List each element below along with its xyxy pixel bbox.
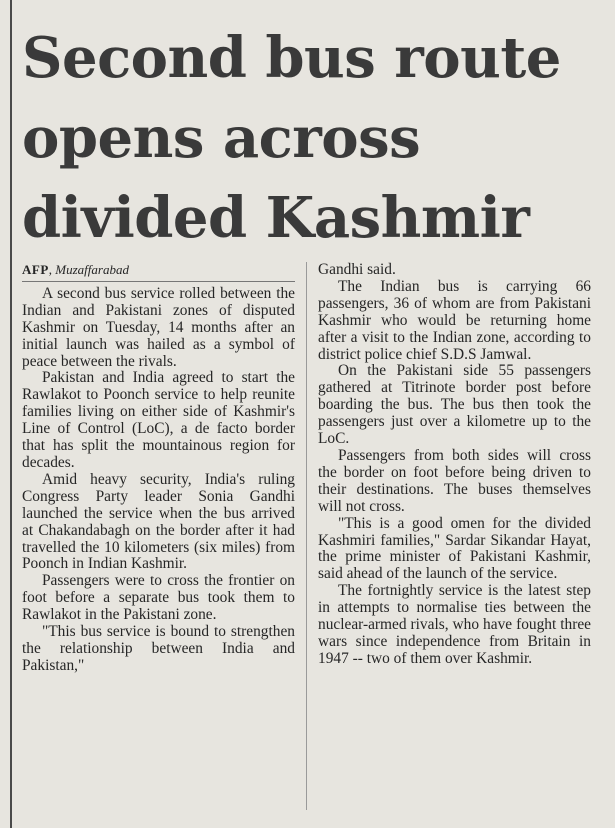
paragraph: The Indian bus is carrying 66 passengers, 36 of whom are from Pakistani Kashmir who would be returning home after a visit to the Indian zone, according to district police chief S.D.S Jamwal. bbox=[318, 277, 591, 363]
paragraph: "This bus service is bound to strengthen the relationship between India and Pakistan," bbox=[22, 623, 295, 674]
byline-place: Muzaffarabad bbox=[55, 262, 129, 277]
column-divider bbox=[306, 262, 307, 810]
paragraph: Passengers from both sides will cross the border on foot before being driven to their destinations. The buses themselves will not cross. bbox=[318, 446, 591, 515]
byline-agency: AFP bbox=[22, 262, 49, 277]
headline-line-1: Second bus route bbox=[22, 25, 561, 91]
headline-line-2: opens across bbox=[22, 105, 421, 171]
byline: AFP, Muzaffarabad bbox=[22, 262, 295, 282]
headline bbox=[22, 18, 612, 258]
paragraph: The fortnightly service is the latest step in attempts to normalise ties between the nuclear-armed rivals, who have fought three wars since independence from Britain in 1947 -- two of them over Kashmir. bbox=[318, 582, 591, 667]
paragraph: "This is a good omen for the divided Kashmiri families," Sardar Sikandar Hayat, the prime minister of Pakistani Kashmir, said ahead of the launch of the service. bbox=[318, 514, 591, 583]
paragraph: On the Pakistani side 55 passengers gathered at Titrinote border post before boarding the bus. The bus then took the passengers just over a kilometre up to the LoC. bbox=[318, 362, 591, 448]
paragraph-continued: Gandhi said. bbox=[318, 261, 396, 278]
paragraph: A second bus service rolled between the Indian and Pakistani zones of disputed Kashmir on Tuesday, 14 months after an initial launch was hailed as a symbol of peace between the rivals. bbox=[22, 284, 295, 370]
article-column-right bbox=[318, 262, 591, 668]
paragraph: Amid heavy security, India's ruling Congress Party leader Sonia Gandhi launched the service when the bus arrived at Chakandabagh on the border after it had travelled the 10 kilometers (six miles) from Poonch in Indian Kashmir. bbox=[22, 470, 295, 573]
paragraph: Pakistan and India agreed to start the Rawlakot to Poonch service to help reunite families living on either side of Kashmir's Line of Control (LoC), a de facto border that has split the mountainous region for decades. bbox=[22, 369, 295, 471]
column-rule-left bbox=[10, 0, 12, 828]
paragraph: Passengers were to cross the frontier on foot before a separate bus took them to Rawlakot in the Pakistani zone. bbox=[22, 572, 295, 624]
article-column-left bbox=[22, 262, 295, 675]
headline-line-3: divided Kashmir bbox=[22, 185, 530, 251]
